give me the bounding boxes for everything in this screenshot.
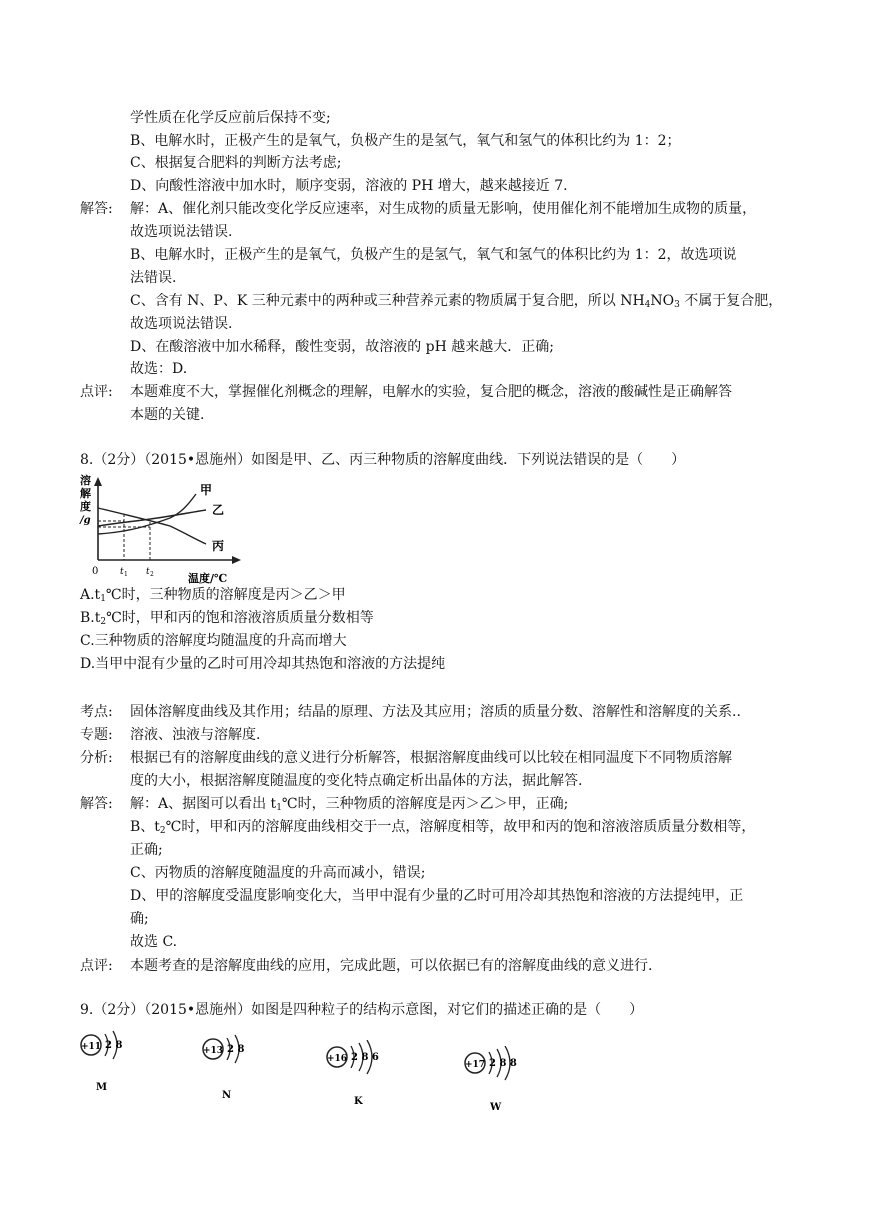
q8-comment-label: 点评:	[80, 958, 113, 974]
q7-a5-sub2: 3	[674, 300, 680, 310]
y-label-2: 解	[80, 487, 91, 500]
y-label-3: 度	[80, 500, 91, 513]
q8-option-d: D.当甲中混有少量的乙时可用冷却其热饱和溶液的方法提纯	[80, 656, 446, 672]
t1-sub: 1	[124, 571, 128, 578]
x-axis-arrow	[232, 556, 241, 564]
series-label-jia: 甲	[200, 483, 213, 497]
t2-label: t	[146, 567, 150, 577]
curve-bing	[98, 508, 206, 544]
t2-sub: 2	[150, 571, 154, 578]
nucleus-label-w: +17	[464, 1060, 486, 1070]
q8-answer-label: 解答:	[80, 796, 113, 812]
q8-answer-line-2	[130, 817, 755, 841]
q8-option-b	[80, 608, 374, 632]
q8-option-a-sub: 1	[100, 594, 106, 604]
q8-option-b-sub: 2	[100, 617, 107, 627]
nucleus-label-n: +13	[202, 1046, 224, 1056]
q7-analysis-line-4: D、向酸性溶液中加水时，顺序变弱，溶液的 PH 增大，越来越接近 7.	[130, 178, 568, 194]
y-unit: /g	[80, 515, 91, 526]
y-axis-arrow	[94, 477, 102, 486]
q8-comment-line-1: 本题考查的是溶解度曲线的应用，完成此题，可以依据已有的溶解度曲线的意义进行.	[130, 958, 653, 974]
particle-diagram-m	[78, 1028, 148, 1094]
q8-answer-line-3: 正确;	[130, 842, 163, 858]
origin-label: 0	[92, 566, 99, 577]
q8-option-b-pre: B.t	[80, 610, 101, 626]
q7-answer-line-2: 故选项说法错误.	[130, 224, 233, 240]
q7-a5-sub1: 4	[644, 300, 651, 310]
q8-option-b-post: ℃时，甲和丙的饱和溶液溶质质量分数相等	[106, 610, 374, 626]
q7-comment-label: 点评:	[80, 384, 113, 400]
q8-j1-post: ℃时，三种物质的溶解度是丙＞乙＞甲，正确;	[281, 796, 569, 812]
q8-option-a	[80, 585, 346, 609]
particle-diagram-w	[462, 1046, 542, 1114]
q7-a5-mid: NO	[650, 293, 675, 309]
q7-answer-line-6: 故选项说法错误.	[130, 316, 233, 332]
q8-j1-pre: 解：A、据图可以看出 t	[130, 796, 277, 812]
q7-a5-pre: C、含有 N、P、K 三种元素中的两种或三种营养元素的物质属于复合肥，所以 NH	[130, 293, 645, 309]
q8-j2-post: ℃时，甲和丙的溶解度曲线相交于一点，溶解度相等，故甲和丙的饱和溶液溶质质量分数相等，	[165, 819, 756, 835]
q8-j1-sub: 1	[276, 803, 282, 813]
q8-zhuanti-text: 溶液、浊液与溶解度.	[130, 727, 261, 743]
q7-answer-line-3: B、电解水时，正极产生的是氧气，负极产生的是氢气，氧气和氢气的体积比约为 1：2，故选项说	[130, 247, 737, 263]
q8-kaodian-label: 考点:	[80, 704, 113, 720]
q9-stem: 9.（2分）（2015•恩施州）如图是四种粒子的结构示意图，对它们的描述正确的是（ ）	[80, 1002, 644, 1018]
q8-option-c: C.三种物质的溶解度均随温度的升高而增大	[80, 633, 347, 649]
q8-fenxi-label: 分析:	[80, 750, 113, 766]
q8-fenxi-line-1: 根据已有的溶解度曲线的意义进行分析解答，根据溶解度曲线可以比较在相同温度下不同物质溶解	[130, 750, 732, 766]
q7-analysis-line-1: 学性质在化学反应前后保持不变;	[130, 110, 331, 126]
q8-option-a-post: ℃时，三种物质的溶解度是丙＞乙＞甲	[105, 587, 346, 603]
q7-answer-line-4: 法错误.	[130, 270, 177, 286]
q8-answer-line-7: 故选 C.	[130, 934, 178, 950]
nucleus-label-k: +16	[326, 1054, 348, 1064]
q7-answer-line-1: 解：A、催化剂只能改变化学反应速率，对生成物的质量无影响，使用催化剂不能增加生成物的质量，	[130, 201, 757, 217]
particle-diagram-n	[200, 1032, 270, 1104]
q8-j2-sub: 2	[159, 826, 166, 836]
q7-answer-line-5	[130, 291, 782, 315]
q7-answer-line-7: D、在酸溶液中加水稀释，酸性变弱，故溶液的 pH 越来越大．正确;	[130, 339, 555, 355]
q8-fenxi-line-2: 度的大小，根据溶解度随温度的变化特点确定析出晶体的方法，据此解答.	[130, 773, 583, 789]
q8-answer-line-4: C、丙物质的溶解度随温度的升高而减小，错误;	[130, 865, 426, 881]
q8-zhuanti-label: 专题:	[80, 727, 113, 743]
particle-label-k: K	[354, 1096, 363, 1106]
shell-electrons-n: 2 8	[227, 1044, 245, 1055]
q7-answer-label: 解答:	[80, 201, 113, 217]
x-axis-label: 温度/℃	[188, 572, 228, 585]
q8-kaodian-text: 固体溶解度曲线及其作用；结晶的原理、方法及其应用；溶质的质量分数、溶解性和溶解度的关系..	[130, 704, 741, 720]
q7-comment-line-1: 本题难度不大，掌握催化剂概念的理解，电解水的实验，复合肥的概念，溶液的酸碱性是正确解答	[130, 384, 732, 400]
q8-answer-line-1	[130, 794, 568, 818]
shell-electrons-k: 2 8 6	[351, 1052, 379, 1063]
q8-j2-pre: B、t	[130, 819, 160, 835]
shell-electrons-w: 2 8 8	[489, 1058, 517, 1069]
q8-option-a-pre: A.t	[80, 587, 101, 603]
particle-label-m: M	[96, 1082, 108, 1093]
nucleus-label-m: +11	[80, 1042, 102, 1052]
particle-label-w: W	[490, 1102, 502, 1113]
particle-label-n: N	[222, 1090, 232, 1101]
series-label-yi: 乙	[212, 503, 225, 517]
q7-answer-line-8: 故选：D.	[130, 361, 188, 377]
q8-stem: 8.（2分）（2015•恩施州）如图是甲、乙、丙三种物质的溶解度曲线．下列说法错误的是（ ）	[80, 452, 686, 468]
shell-electrons-m: 2 8	[105, 1040, 123, 1051]
y-label-1: 溶	[80, 474, 91, 487]
series-label-bing: 丙	[212, 539, 225, 553]
q8-answer-line-6: 确;	[130, 911, 149, 927]
q7-analysis-line-3: C、根据复合肥料的判断方法考虑;	[130, 155, 342, 171]
q8-answer-line-5: D、甲的溶解度受温度影响变化大，当甲中混有少量的乙时可用冷却其热饱和溶液的方法提纯甲，正	[130, 888, 744, 904]
q7-a5-post: 不属于复合肥，	[679, 293, 783, 309]
q7-analysis-line-2: B、电解水时，正极产生的是氧气，负极产生的是氢气，氧气和氢气的体积比约为 1：2；	[130, 133, 681, 149]
t1-label: t	[120, 567, 124, 577]
solubility-curve-figure	[78, 474, 248, 586]
particle-diagram-k	[324, 1040, 404, 1106]
q7-comment-line-2: 本题的关键.	[130, 407, 205, 423]
